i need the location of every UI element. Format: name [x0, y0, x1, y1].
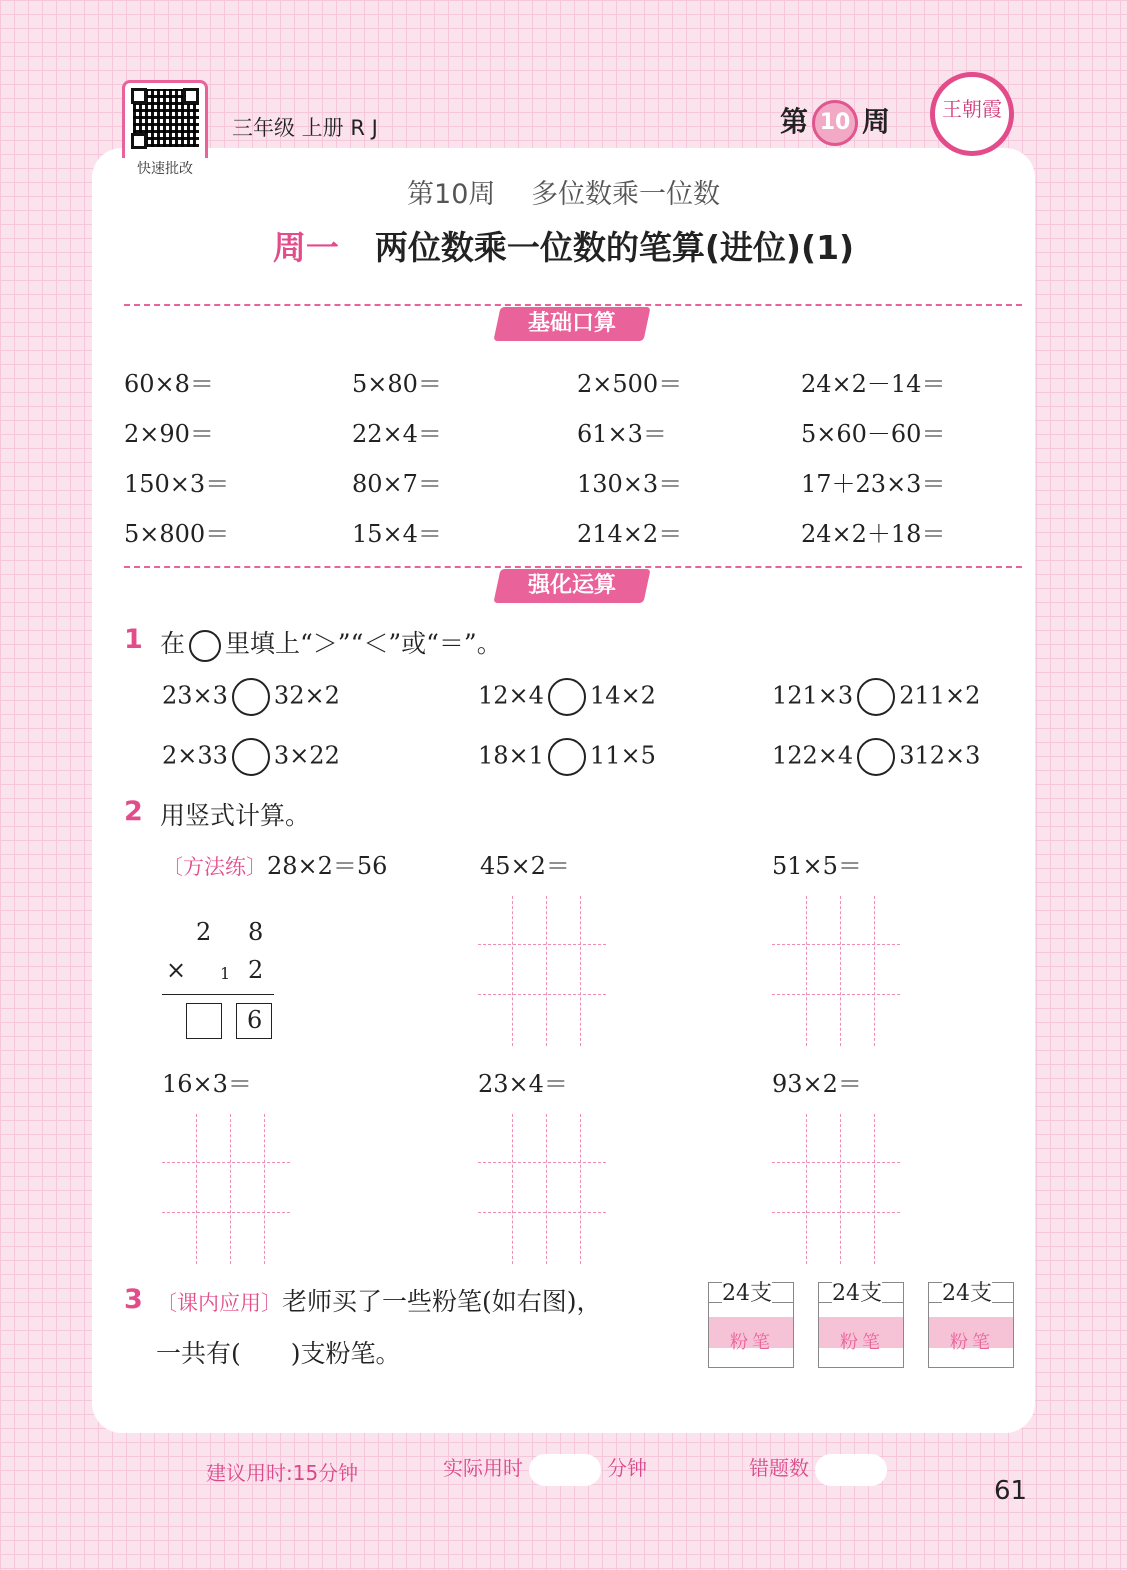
- vertical-calc-grid[interactable]: [478, 896, 606, 1046]
- vertical-calc-prompt: 93×2＝: [772, 1070, 862, 1098]
- q3-tag: 〔课内应用〕: [156, 1291, 282, 1315]
- title-day: 周一: [272, 228, 339, 267]
- oral-item: 5×800＝: [124, 520, 230, 548]
- oral-item: 5×80＝: [352, 370, 442, 398]
- compare-circle[interactable]: [548, 678, 586, 716]
- oral-item: 24×2＋18＝: [801, 520, 946, 548]
- compare-circle[interactable]: [548, 738, 586, 776]
- vertical-calc-grid[interactable]: [162, 1114, 290, 1264]
- compare-circle[interactable]: [857, 738, 895, 776]
- vertical-calc-grid[interactable]: [478, 1114, 606, 1264]
- question-number: 3: [124, 1284, 143, 1315]
- page-number: 61: [994, 1476, 1028, 1506]
- qr-code[interactable]: [122, 80, 208, 166]
- compare-item: 12×4 14×2: [478, 678, 656, 716]
- brand-seal-logo: [930, 72, 1014, 156]
- oral-item: 24×2－14＝: [801, 370, 946, 398]
- dashed-divider: [124, 304, 1022, 306]
- method-tag: 〔方法练〕: [162, 855, 267, 879]
- suggested-time: 建议用时:15分钟: [206, 1461, 359, 1485]
- vertical-calc-prompt: 45×2＝: [480, 852, 570, 880]
- chalk-box-image: 24支 粉笔: [928, 1282, 1014, 1368]
- q3-text-line2: 一共有( )支粉笔。: [156, 1339, 401, 1368]
- actual-time-input[interactable]: [529, 1454, 601, 1486]
- oral-item: 17＋23×3＝: [801, 470, 946, 498]
- method-example: 〔方法练〕28×2＝56: [162, 852, 388, 880]
- chalk-box-image: 24支 粉笔: [708, 1282, 794, 1368]
- week-badge: 10: [812, 100, 858, 146]
- compare-item: 122×4 312×3: [772, 738, 980, 776]
- oral-item: 22×4＝: [352, 420, 442, 448]
- oral-item: 80×7＝: [352, 470, 442, 498]
- page-title: [0, 222, 1127, 269]
- week-header: [780, 100, 890, 146]
- oral-item: 2×500＝: [577, 370, 683, 398]
- oral-item: 60×8＝: [124, 370, 214, 398]
- demo-digit: 2: [196, 918, 212, 946]
- oral-item: 130×3＝: [577, 470, 683, 498]
- question-number: 1: [124, 624, 143, 655]
- chalk-box-image: 24支 粉笔: [818, 1282, 904, 1368]
- vertical-calc-prompt: 51×5＝: [772, 852, 862, 880]
- compare-item: 18×1 11×5: [478, 738, 656, 776]
- week-prefix: 第: [780, 105, 809, 138]
- oral-item: 61×3＝: [577, 420, 667, 448]
- qr-corner: [131, 88, 147, 104]
- vertical-calc-grid[interactable]: [772, 896, 900, 1046]
- error-count-input[interactable]: [815, 1454, 887, 1486]
- qr-corner: [183, 88, 199, 104]
- title-text: 两位数乘一位数的笔算(进位)(1): [374, 228, 855, 267]
- page-subtitle: 第10周 多位数乘一位数: [407, 179, 720, 210]
- q1-instruction: 在 里填上“＞”“＜”或“＝”。: [160, 624, 502, 662]
- dashed-divider: [124, 566, 1022, 568]
- demo-digit: 2: [248, 956, 264, 984]
- oral-item: 15×4＝: [352, 520, 442, 548]
- compare-item: 23×3 32×2: [162, 678, 340, 716]
- oral-item: 214×2＝: [577, 520, 683, 548]
- q2-instruction: 用竖式计算。: [160, 801, 311, 830]
- demo-times: ×: [166, 956, 187, 984]
- week-suffix: 周: [862, 105, 891, 138]
- error-count: 错题数: [749, 1452, 893, 1486]
- compare-item: 121×3 211×2: [772, 678, 980, 716]
- answer-box: 6: [236, 1003, 272, 1039]
- oral-item: 5×60－60＝: [801, 420, 946, 448]
- grade-label: 三年级 上册 R J: [232, 116, 378, 140]
- vertical-calc-grid[interactable]: [772, 1114, 900, 1264]
- section-tag-strengthen: 强化运算: [493, 569, 650, 603]
- seal-text: 王朝霞: [942, 97, 1002, 121]
- compare-item: 2×33 3×22: [162, 738, 340, 776]
- q3-text-line1: 〔课内应用〕老师买了一些粉笔(如右图)，: [156, 1287, 602, 1316]
- oral-item: 150×3＝: [124, 470, 230, 498]
- demo-line: [162, 994, 274, 995]
- vertical-calc-prompt: 23×4＝: [478, 1070, 568, 1098]
- vertical-calc-prompt: 16×3＝: [162, 1070, 252, 1098]
- qr-label: 快速批改: [122, 158, 208, 178]
- demo-digit: 8: [248, 918, 264, 946]
- oral-item: 2×90＝: [124, 420, 214, 448]
- compare-circle[interactable]: [232, 678, 270, 716]
- demo-carry: 1: [220, 964, 231, 983]
- compare-circle[interactable]: [857, 678, 895, 716]
- answer-box[interactable]: [186, 1003, 222, 1039]
- qr-corner: [131, 133, 147, 149]
- section-tag-basic: 基础口算: [493, 307, 650, 341]
- circle-icon: [189, 630, 221, 662]
- actual-time: 实际用时 分钟: [443, 1452, 647, 1486]
- compare-circle[interactable]: [232, 738, 270, 776]
- question-number: 2: [124, 796, 143, 827]
